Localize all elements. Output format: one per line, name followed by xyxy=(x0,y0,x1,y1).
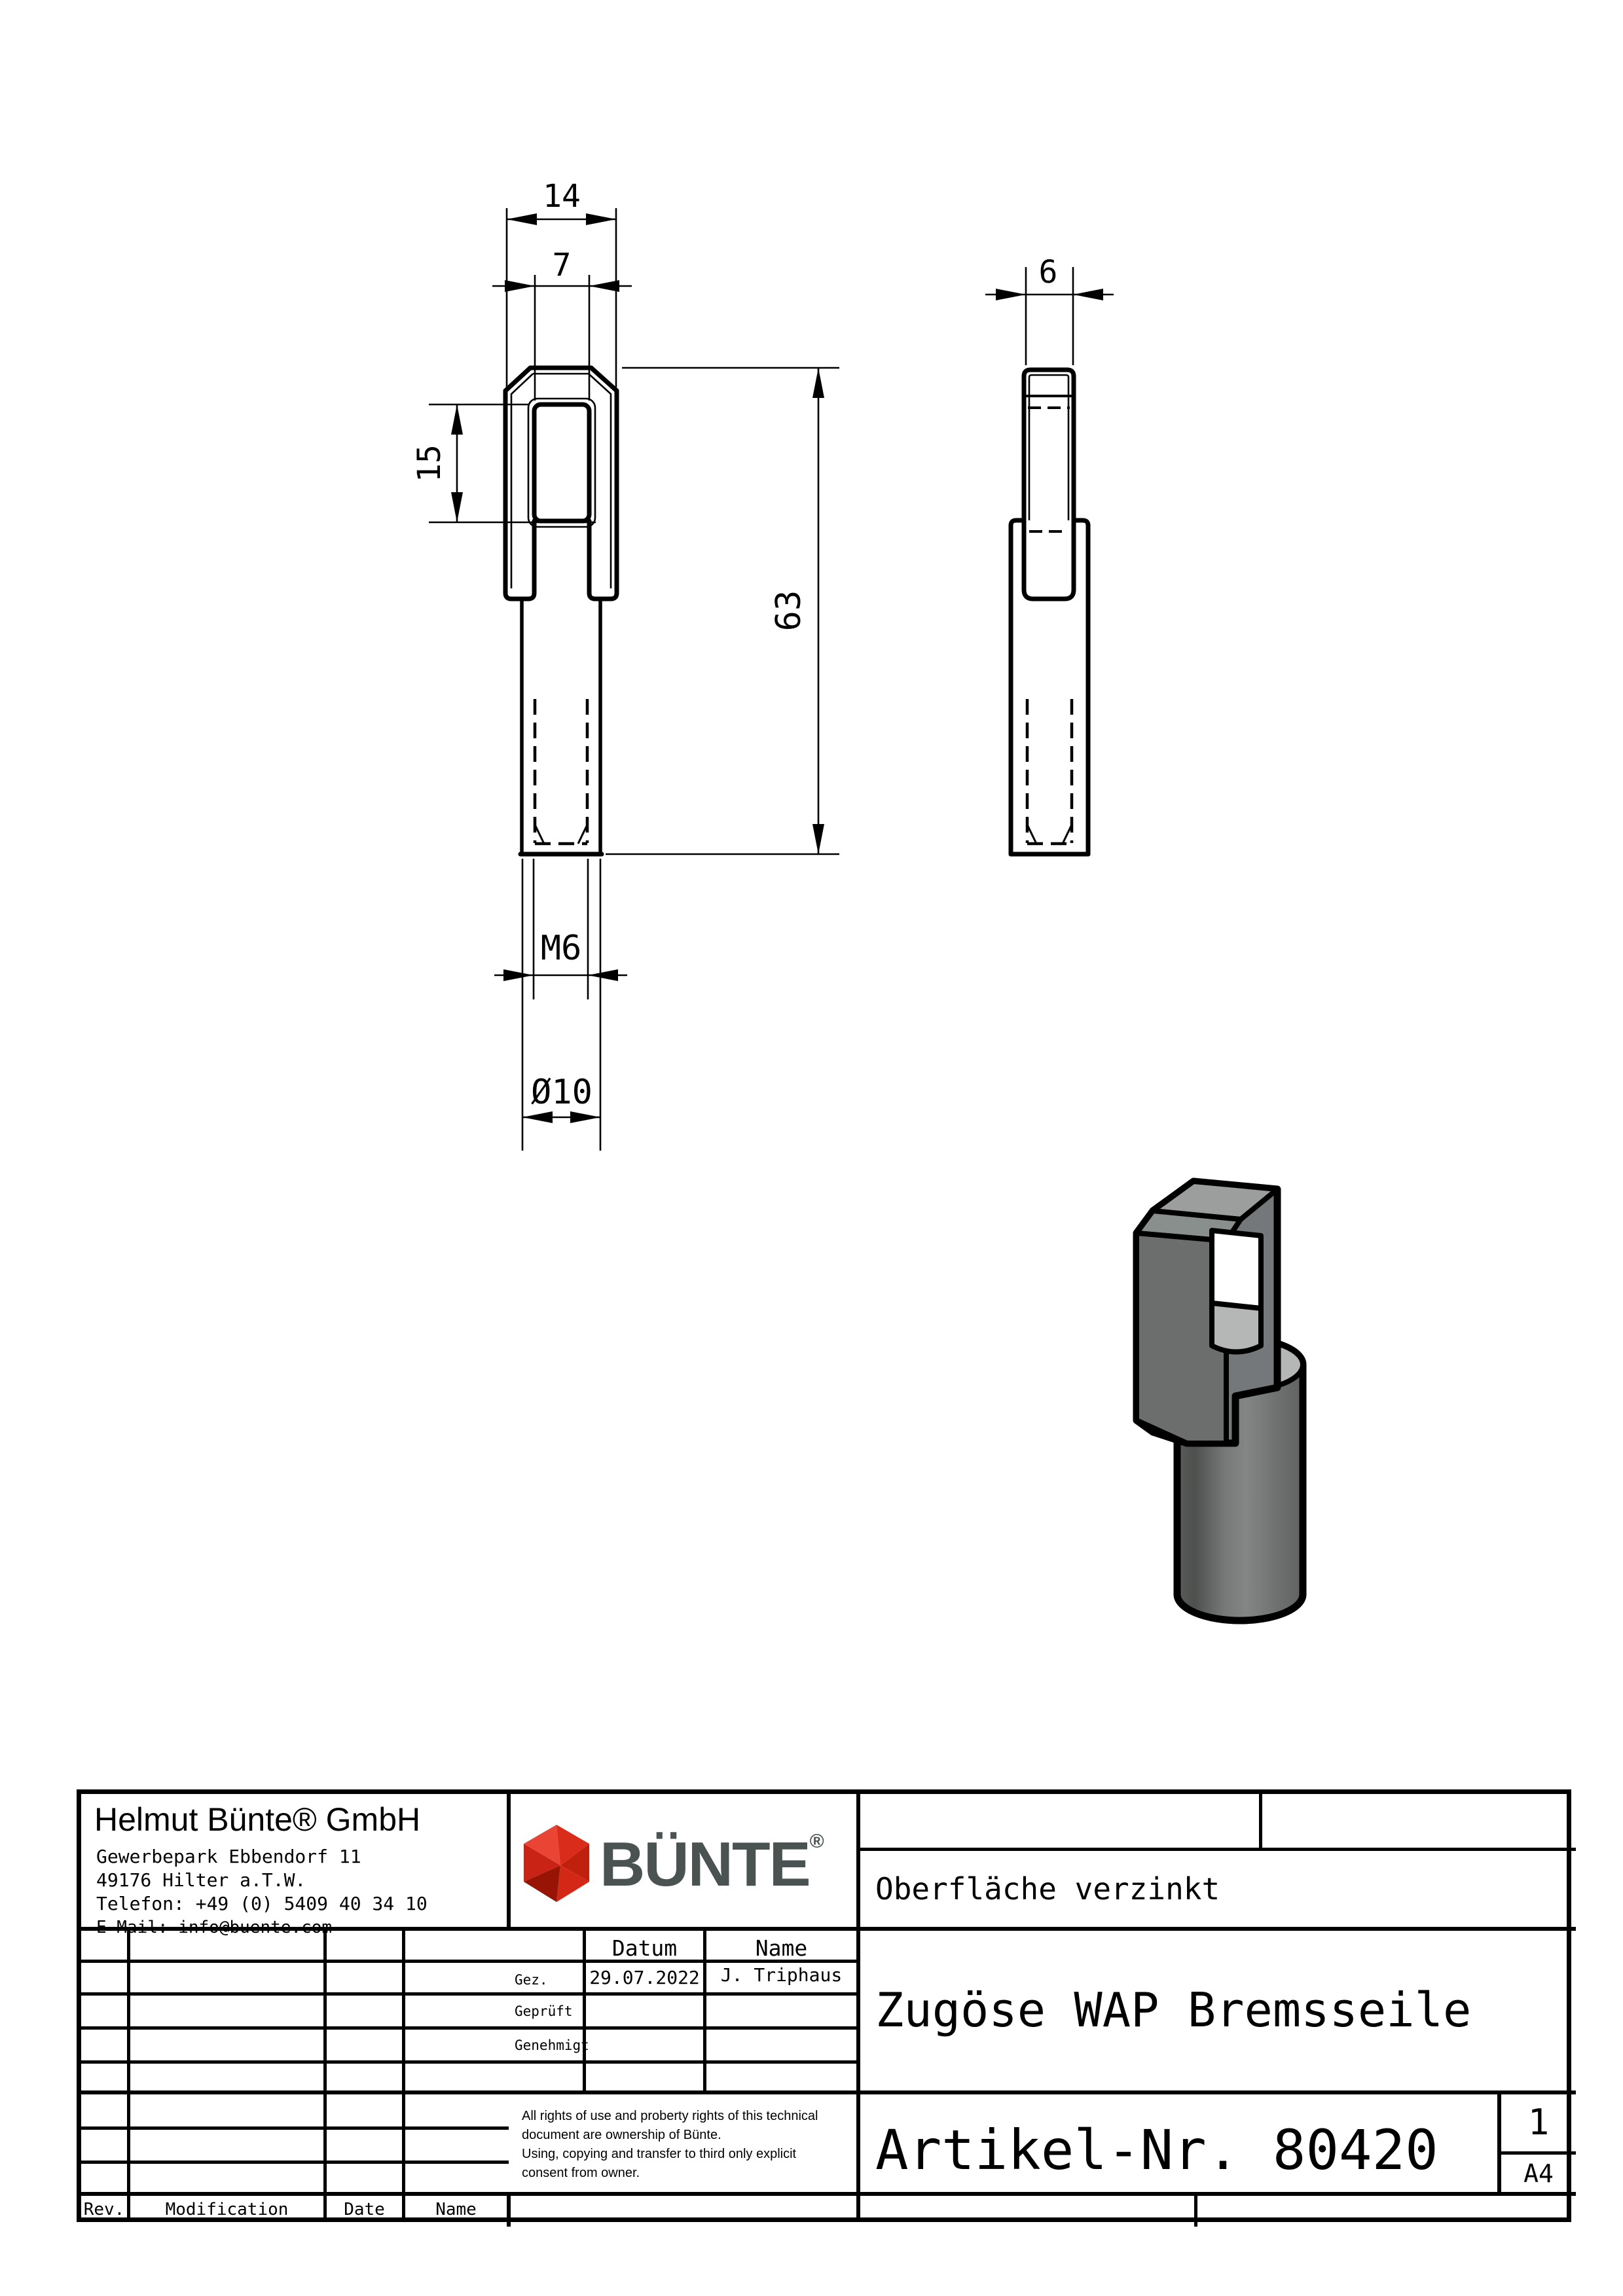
titleblock-line xyxy=(1259,1794,1262,1850)
article-number: Artikel-Nr. 80420 xyxy=(875,2118,1438,2182)
company-email: E-Mail: info@buente.com xyxy=(96,1918,333,1937)
dim-label-d10: Ø10 xyxy=(531,1073,593,1112)
titleblock-line xyxy=(81,2026,856,2030)
dim-label-15: 15 xyxy=(411,444,448,482)
dim-label-7: 7 xyxy=(552,247,572,283)
titleblock-line xyxy=(81,1992,856,1996)
titleblock-line xyxy=(402,1929,405,2217)
rights-note-line1: All rights of use and proberty rights of this technical xyxy=(522,2109,818,2123)
surface-note: Oberfläche verzinkt xyxy=(875,1871,1220,1907)
logo-registered-mark: ® xyxy=(809,1831,824,1852)
rights-note-line3: Using, copying and transfer to third only explicit xyxy=(522,2147,797,2161)
titleblock-line xyxy=(81,2161,509,2164)
front-view xyxy=(411,178,839,1151)
approval-row-gez-name: J. Triphaus xyxy=(720,1964,843,1986)
logo-wordmark: BÜNTE xyxy=(600,1829,810,1899)
side-view xyxy=(985,254,1114,854)
revision-header-name: Name xyxy=(435,2200,477,2219)
titleblock-line xyxy=(856,1794,860,2217)
dim-label-63: 63 xyxy=(769,590,809,632)
approval-row-geprueft-label: Geprüft xyxy=(515,2003,573,2019)
revision-header-date: Date xyxy=(344,2200,385,2219)
approval-row-gez-date: 29.07.2022 xyxy=(589,1967,700,1988)
iso-view-3d xyxy=(1137,1181,1303,1621)
company-phone: Telefon: +49 (0) 5409 40 34 10 xyxy=(96,1893,428,1914)
rights-note-line2: document are ownership of Bünte. xyxy=(522,2128,721,2142)
dim-label-14: 14 xyxy=(543,178,581,215)
dim-label-m6: M6 xyxy=(540,929,582,968)
titleblock-line xyxy=(1497,2151,1576,2155)
approval-header-datum: Datum xyxy=(611,1935,678,1961)
titleblock-line xyxy=(323,1929,327,2217)
titleblock-line xyxy=(81,2192,1576,2196)
company-address-line1: Gewerbepark Ebbendorf 11 xyxy=(96,1846,361,1867)
titleblock-line xyxy=(81,2126,509,2130)
revision-header-modification: Modification xyxy=(165,2200,289,2219)
titleblock-line xyxy=(856,1848,1576,1851)
buente-logo-hexagon-icon xyxy=(519,1822,597,1905)
company-name: Helmut Bünte® GmbH xyxy=(94,1801,421,1838)
approval-row-gez-label: Gez. xyxy=(515,1972,548,1988)
company-address-line2: 49176 Hilter a.T.W. xyxy=(96,1869,306,1891)
buente-logo-text xyxy=(600,1829,824,1901)
revision-header-rev: Rev. xyxy=(83,2200,125,2219)
titleblock-line xyxy=(81,2090,1576,2094)
paper-format: A4 xyxy=(1523,2159,1554,2188)
approval-header-name: Name xyxy=(755,1935,808,1961)
sheet-number: 1 xyxy=(1527,2102,1550,2143)
title-block xyxy=(77,1789,1571,2222)
approval-row-genehmigt-label: Genehmigt xyxy=(515,2037,589,2053)
titleblock-line xyxy=(507,1794,511,1929)
part-title: Zugöse WAP Bremsseile xyxy=(875,1982,1472,2037)
titleblock-line xyxy=(127,1929,130,2217)
titleblock-line xyxy=(1194,2194,1197,2227)
rights-note-line4: consent from owner. xyxy=(522,2166,640,2180)
dim-label-6: 6 xyxy=(1038,254,1058,291)
titleblock-line xyxy=(81,2060,856,2064)
titleblock-line xyxy=(507,2194,511,2227)
